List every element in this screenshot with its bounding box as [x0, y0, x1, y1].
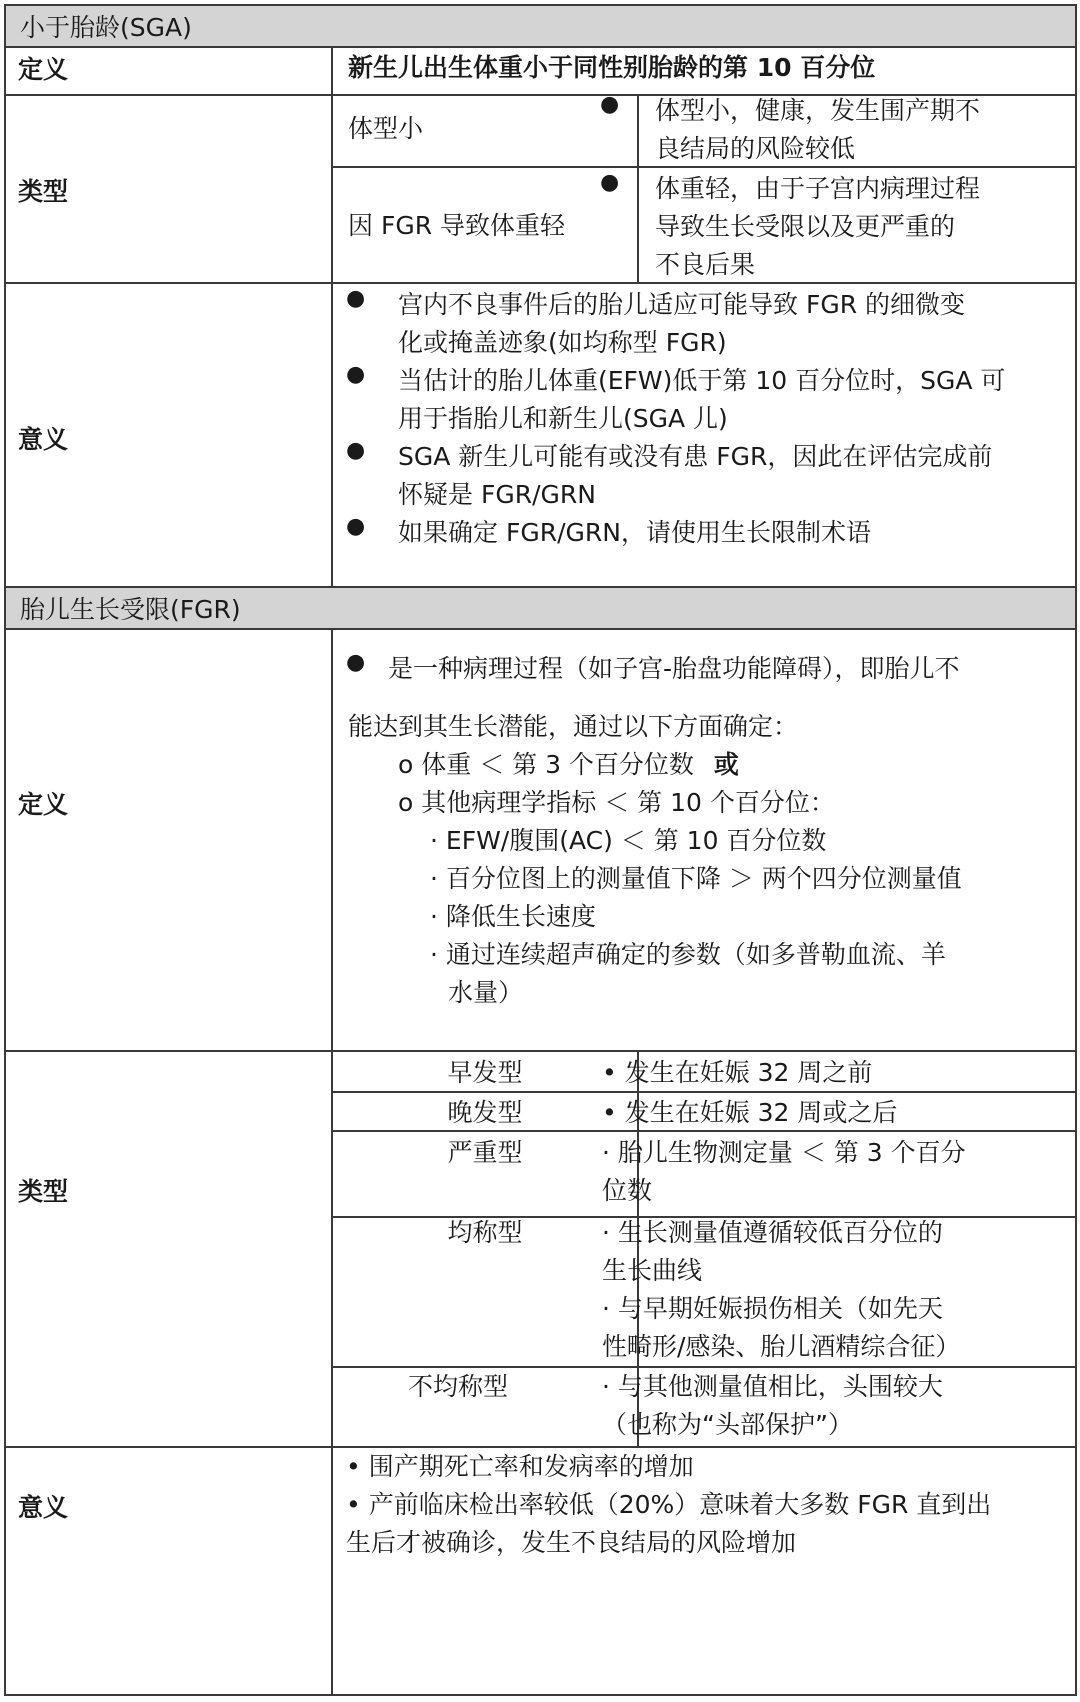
- fgr-type-desc: · 与早期妊娠损伤相关（如先天: [602, 1294, 943, 1323]
- bullet-icon: ●: [346, 514, 366, 539]
- fgr-type-desc: · 生长测量值遵循较低百分位的: [602, 1218, 943, 1247]
- sga-type-desc: 良结局的风险较低: [655, 134, 856, 163]
- fgr-type-name: 均称型: [447, 1218, 523, 1247]
- fgr-type-desc: 生长曲线: [602, 1256, 703, 1285]
- fgr-significance-label: 意义: [18, 1493, 69, 1522]
- fgr-type-desc: · 胎儿生物测定量 ＜ 第 3 个百分: [602, 1138, 966, 1167]
- fgr-significance-item: 生后才被确诊，发生不良结局的风险增加: [346, 1528, 797, 1557]
- sga-definition-text: 新生儿出生体重小于同性别胎龄的第 10 百分位: [348, 53, 876, 82]
- sga-types-label: 类型: [18, 177, 69, 206]
- fgr-type-desc: · 与其他测量值相比，头围较大: [602, 1372, 943, 1401]
- sga-section-header: [6, 6, 1075, 46]
- fgr-section-header: [6, 588, 1075, 628]
- fgr-type-desc: （也称为“头部保护”）: [602, 1410, 853, 1439]
- column-divider: [331, 46, 333, 1696]
- sga-significance-item: 化或掩盖迹象(如均称型 FGR): [398, 328, 727, 357]
- sga-significance-label: 意义: [18, 425, 69, 454]
- sga-type-desc: 不良后果: [655, 250, 756, 279]
- bullet-icon: ●: [600, 92, 620, 117]
- fgr-significance-item: • 产前临床检出率较低（20%）意味着大多数 FGR 直到出: [346, 1490, 992, 1519]
- sga-type-desc: 体重轻，由于子宫内病理过程: [655, 174, 981, 203]
- fgr-type-name: 晚发型: [447, 1098, 523, 1127]
- fgr-type-desc: 性畸形/感染、胎儿酒精综合征）: [602, 1332, 961, 1361]
- bullet-icon: ●: [346, 650, 366, 675]
- fgr-definition-label: 定义: [18, 790, 69, 819]
- fgr-type-name: 严重型: [447, 1138, 523, 1167]
- sga-significance-item: 宫内不良事件后的胎儿适应可能导致 FGR 的细微变: [398, 290, 966, 319]
- fgr-subcriterion: · EFW/腹围(AC) ＜ 第 10 百分位数: [430, 826, 827, 855]
- fgr-type-name: 早发型: [447, 1058, 523, 1087]
- fgr-title: 胎儿生长受限(FGR): [20, 595, 241, 624]
- sga-type-desc: 导致生长受限以及更严重的: [655, 212, 956, 241]
- fgr-definition-text: 是一种病理过程（如子宫-胎盘功能障碍），即胎儿不: [388, 654, 960, 683]
- fgr-criterion: o 体重 ＜ 第 3 个百分位数 或: [398, 750, 739, 779]
- sga-significance-item: SGA 新生儿可能有或没有患 FGR，因此在评估完成前: [398, 442, 993, 471]
- fgr-type-desc: • 发生在妊娠 32 周或之后: [602, 1098, 898, 1127]
- fgr-subcriterion: · 降低生长速度: [430, 902, 596, 931]
- bullet-icon: ●: [346, 438, 366, 463]
- sga-significance-item: 用于指胎儿和新生儿(SGA 儿): [398, 404, 728, 433]
- sga-title: 小于胎龄(SGA): [20, 13, 192, 42]
- sga-type-name: 因 FGR 导致体重轻: [348, 211, 566, 240]
- sga-significance-item: 当估计的胎儿体重(EFW)低于第 10 百分位时，SGA 可: [398, 366, 1006, 395]
- sga-type-desc: 体型小，健康，发生围产期不: [655, 96, 981, 125]
- bullet-icon: ●: [346, 286, 366, 311]
- fgr-type-name: 不均称型: [407, 1372, 508, 1401]
- bullet-icon: ●: [346, 362, 366, 387]
- sga-definition-label: 定义: [18, 55, 69, 84]
- fgr-type-desc: • 发生在妊娠 32 周之前: [602, 1058, 873, 1087]
- fgr-criterion: o 其他病理学指标 ＜ 第 10 个百分位：: [398, 788, 835, 817]
- fgr-subcriterion: · 百分位图上的测量值下降 ＞ 两个四分位测量值: [430, 864, 962, 893]
- fgr-type-desc: 位数: [602, 1176, 653, 1205]
- fgr-definition-text: 能达到其生长潜能，通过以下方面确定：: [348, 712, 799, 741]
- sga-significance-item: 如果确定 FGR/GRN，请使用生长限制术语: [398, 518, 871, 547]
- sga-significance-item: 怀疑是 FGR/GRN: [398, 480, 596, 509]
- fgr-types-label: 类型: [18, 1177, 69, 1206]
- column-divider: [637, 94, 639, 282]
- fgr-subcriterion: 水量）: [448, 978, 524, 1007]
- bullet-icon: ●: [600, 170, 620, 195]
- divider: [4, 628, 1077, 630]
- sga-type-name: 体型小: [348, 114, 424, 143]
- fgr-subcriterion: · 通过连续超声确定的参数（如多普勒血流、羊: [430, 940, 946, 969]
- or-keyword: 或: [713, 750, 739, 779]
- fgr-significance-item: • 围产期死亡率和发病率的增加: [346, 1452, 694, 1481]
